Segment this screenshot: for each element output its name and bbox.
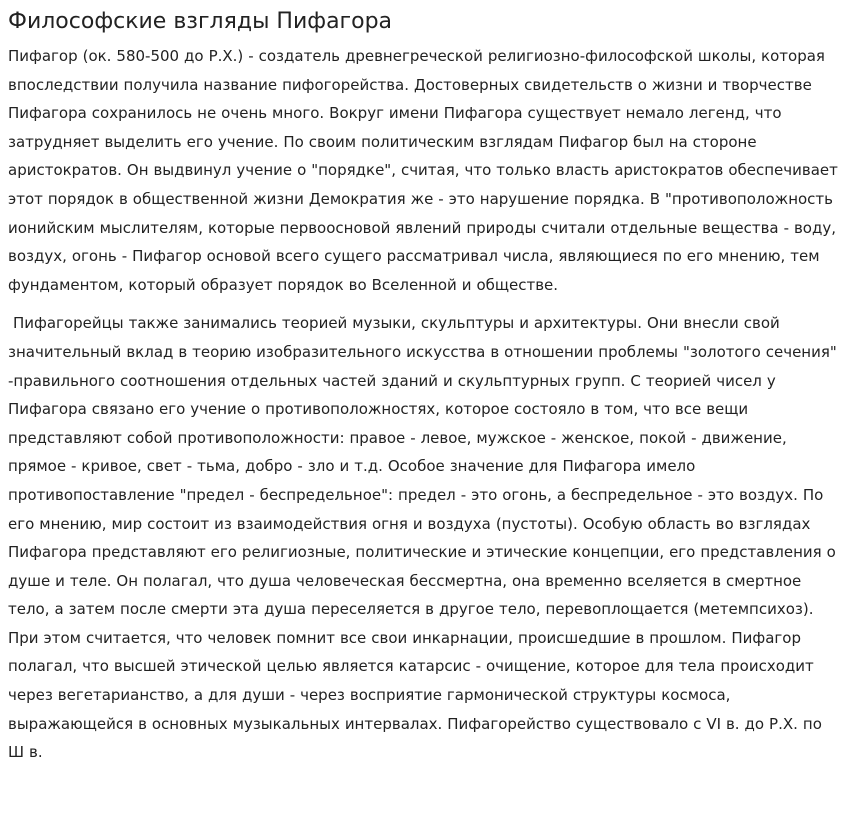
article-paragraph: Пифагорейцы также занимались теорией музыки, скульптуры и архитектуры. Они внесли свой значительный вклад в теорию изобразительного искусства в отношении проблемы "золотого сечения" -правильного соотношения отдельных частей зданий и скульптурных групп. С теорией чисел у Пифагора связано его учение о противоположностях, которое состояло в том, что все вещи представляют собой противоположности: правое - левое, мужское - женское, покой - движение, прямое - кривое, свет - тьма, добро - зло и т.д. Особое значение для Пифагора имело противопоставление "предел - беспредельное": предел - это огонь, а беспредельное - это воздух. По его мнению, мир состоит из взаимодействия огня и воздуха (пустоты). Особую область во взглядах Пифагора представляют его религиозные, политические и этические концепции, его представления о душе и теле. Он полагал, что душа человеческая бессмертна, она временно вселяется в смертное тело, а затем после смерти эта душа переселяется в другое тело, перевоплощается (метемпсихоз). При этом считается, что человек помнит все свои инкарнации, происшедшие в прошлом. Пифагор полагал, что высшей этической целью является катарсис - очищение, которое для тела происходит через вегетарианство, а для души - через восприятие гармонической структуры космоса, выражающейся в основных музыкальных интервалах. Пифагорейство существовало с VI в. до Р.Х. по Ш в. [8,314,837,762]
article-title: Философские взгляды Пифагора [8,9,393,34]
article-paragraph: Пифагор (ок. 580-500 до Р.Х.) - создатель древнегреческой религиозно-философской школы, которая впоследствии получила название пифогорейства. Достоверных свидетельств о жизни и творчестве Пифагора сохранилось не очень много. Вокруг имени Пифагора существует немало легенд, что затрудняет выделить его учение. По своим политическим взглядам Пифагор был на стороне аристократов. Он выдвинул учение о "порядке", считая, что только власть аристократов обеспечивает этот порядок в общественной жизни Демократия же - это нарушение порядка. В "противоположность ионийским мыслителям, которые первоосновой явлений природы считали отдельные вещества - воду, воздух, огонь - Пифагор основой всего сущего рассматривал числа, являющиеся по его мнению, тем фундаментом, который образует порядок во Вселенной и обществе. [8,47,838,294]
